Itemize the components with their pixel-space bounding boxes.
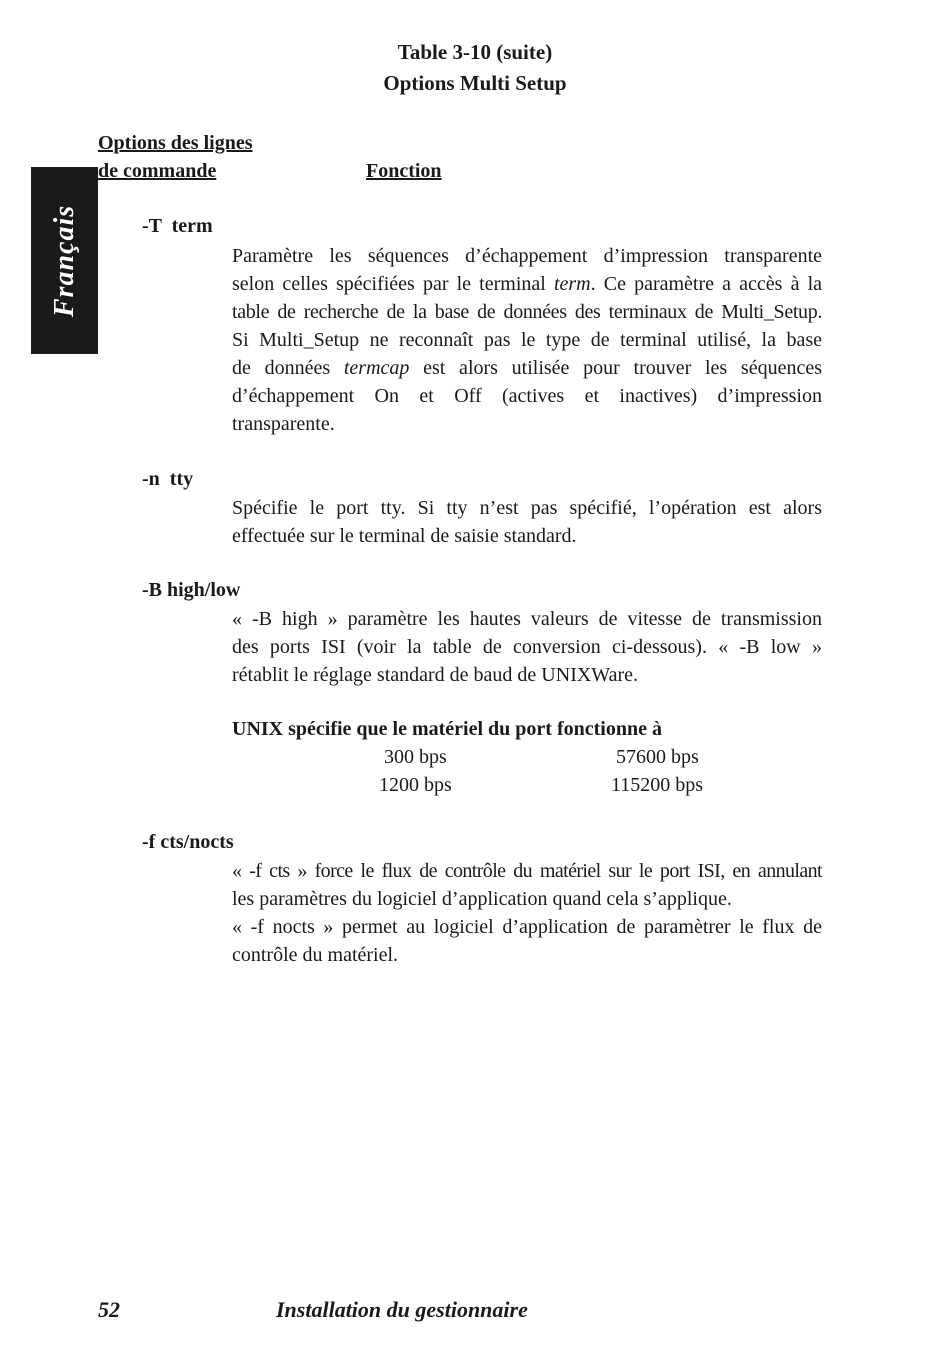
description-line [232, 354, 822, 382]
page-number: 52 [98, 1297, 120, 1322]
speed-cell: 1200 bps [379, 774, 452, 796]
description-line: rétablit le réglage standard de baud de UNIXWare. [232, 664, 638, 686]
side-tab-label: Français [48, 204, 80, 317]
description-line: les paramètres du logiciel d’application quand cela s’applique. [232, 888, 732, 910]
column-heading-function: Fonction [366, 160, 442, 182]
description-line: d’échappement On et Off (actives et inactives) d’impression [232, 385, 822, 407]
speed-cell: 115200 bps [611, 774, 704, 796]
description-line: « -B high » paramètre les hautes valeurs de vitesse de transmission [232, 608, 822, 630]
speed-cell: 57600 bps [616, 746, 699, 768]
text-run: est alors utilisée pour trouver les séquences [409, 357, 822, 379]
description-line: Spécifie le port tty. Si tty n’est pas spécifié, l’opération est alors [232, 497, 822, 519]
description-line: des ports ISI (voir la table de conversion ci-dessous). « -B low » [232, 636, 822, 658]
option-description-b-highlow [232, 605, 822, 689]
option-description-t-term [232, 242, 822, 438]
running-title: Installation du gestionnaire [276, 1297, 528, 1322]
column-heading-options-line2: de commande [98, 160, 217, 182]
speed-cell: 300 bps [384, 746, 447, 768]
description-line: Si Multi_Setup ne reconnaît pas le type de terminal utilisé, la base [232, 329, 822, 351]
option-label-n-tty: -n tty [142, 468, 194, 490]
column-heading-options-line1: Options des lignes [98, 132, 253, 154]
description-line: « -f cts » force le flux de contrôle du matériel sur le port ISI, en annulant [232, 860, 822, 882]
option-label-b-highlow: -B high/low [142, 579, 241, 601]
description-line [232, 270, 822, 298]
text-run: . Ce paramètre a accès à la [590, 273, 823, 295]
option-description-f-cts [232, 857, 822, 969]
text-run: de données [232, 357, 344, 379]
description-line: contrôle du matériel. [232, 944, 399, 966]
description-line: « -f nocts » permet au logiciel d’application de paramètrer le flux de [232, 916, 822, 938]
option-label-t-term: -T term [142, 215, 213, 237]
description-line: Paramètre les séquences d’échappement d’impression transparente [232, 245, 822, 267]
table-title: Table 3-10 (suite) [397, 40, 553, 64]
unix-speed-heading: UNIX spécifie que le matériel du port fonctionne à [232, 718, 662, 740]
italic-term: term [553, 273, 591, 295]
description-line: table de recherche de la base de données des terminaux de Multi_Setup. [232, 301, 822, 323]
text-run: selon celles spécifiées par le terminal [232, 273, 554, 295]
description-line: transparente. [232, 413, 335, 435]
option-label-f-cts: -f cts/nocts [142, 831, 234, 853]
table-subtitle: Options Multi Setup [383, 71, 567, 95]
description-line: effectuée sur le terminal de saisie standard. [232, 525, 577, 547]
italic-termcap: termcap [343, 357, 410, 379]
option-description-n-tty [232, 494, 822, 550]
language-side-tab [31, 167, 98, 354]
